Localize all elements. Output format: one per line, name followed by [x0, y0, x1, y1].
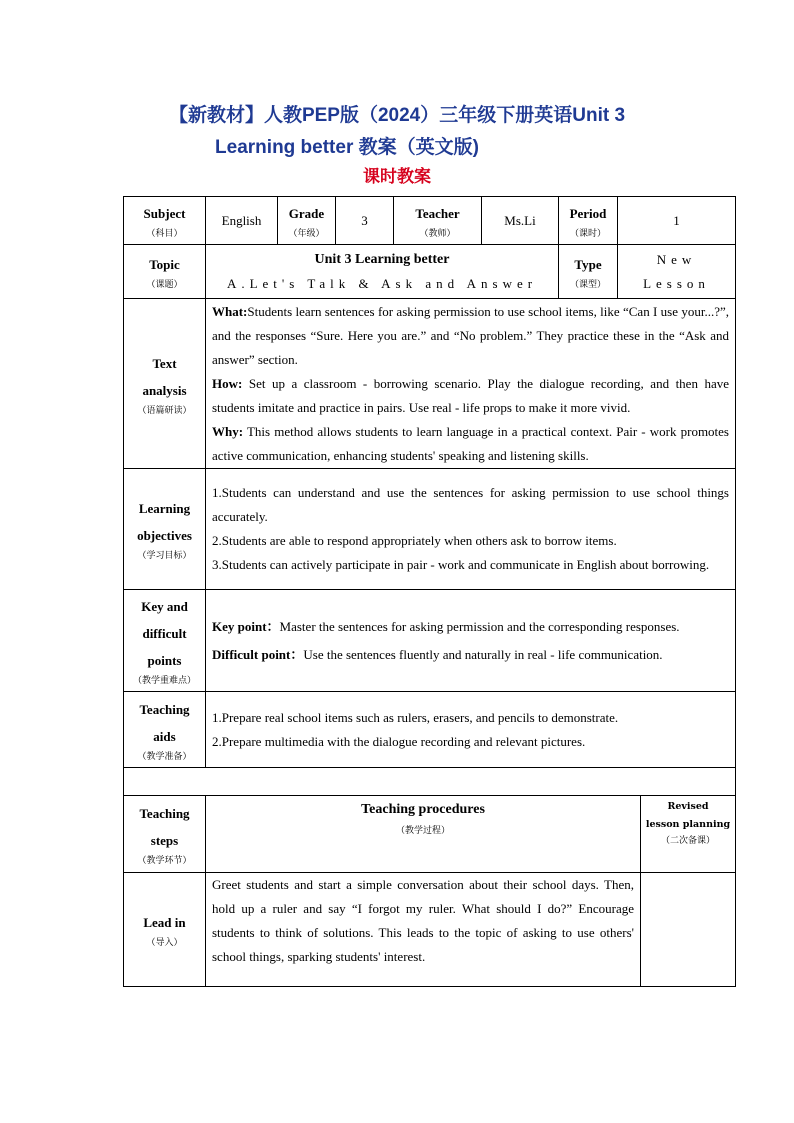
- aid-item: 1.Prepare real school items such as rulers, erasers, and pencils to demonstrate.: [212, 709, 619, 725]
- aids-label-cell: [124, 692, 206, 768]
- period-label-cell: [559, 197, 618, 245]
- objective-item: 2.Students are able to respond appropriately when others ask to borrow items.: [212, 533, 617, 548]
- topic-label: Topic: [149, 257, 180, 272]
- text-analysis-row: [124, 299, 736, 469]
- steps-label-cn: （教学环节）: [137, 856, 192, 866]
- lead-in-label: Lead in: [143, 915, 186, 930]
- lead-in-row: [124, 873, 736, 987]
- topic-label-cell: [124, 245, 206, 299]
- key-points-label-cell: [124, 590, 206, 692]
- how-text: Set up a classroom - borrowing scenario. Play the dialogue recording, and then have students imitate and practice in pairs. Use real - life props to make it more vivid.: [212, 375, 729, 415]
- key-points-label2: difficult: [142, 626, 187, 641]
- period-label: Period: [569, 206, 607, 221]
- procedures-label-cn: （教学过程）: [395, 826, 450, 836]
- why-key: Why:: [212, 423, 244, 439]
- key-point-paragraph: [212, 613, 729, 641]
- subject-label: Subject: [143, 206, 186, 221]
- type-label-cn: （课型）: [569, 280, 606, 290]
- topic-value-cell: [206, 245, 559, 299]
- revised-label1: Revised: [667, 801, 709, 812]
- revised-label-cell: [641, 796, 736, 873]
- difficult-point-paragraph: [212, 641, 729, 669]
- text-analysis-label-cell: [124, 299, 206, 469]
- teacher-label: Teacher: [415, 206, 460, 221]
- text-analysis-label1: Text: [152, 355, 177, 371]
- key-points-content: [206, 590, 736, 692]
- key-points-label-cn: （教学重难点）: [132, 676, 196, 686]
- objectives-label-cn: （学习目标）: [137, 551, 192, 561]
- grade-label-cell: [278, 197, 336, 245]
- how-key: How:: [212, 375, 243, 391]
- period-label-cn: （课时）: [569, 229, 606, 239]
- difficult-point-text: Use the sentences fluently and naturally in real - life communication.: [303, 646, 663, 662]
- type-label: Type: [574, 257, 602, 272]
- objectives-label2: objectives: [137, 528, 192, 543]
- key-point-text: Master the sentences for asking permission and the corresponding responses.: [279, 618, 680, 634]
- lead-in-label-cn: （导入）: [146, 938, 183, 948]
- what-paragraph: [212, 300, 729, 372]
- aids-content: [206, 692, 736, 768]
- type-label-cell: [559, 245, 618, 299]
- lesson-plan-table: [123, 196, 736, 987]
- grade-label-cn: （年级）: [288, 229, 325, 239]
- procedures-header-row: [124, 796, 736, 873]
- aids-label2: aids: [153, 728, 176, 744]
- info-row: [124, 197, 736, 245]
- teacher-label-cell: [394, 197, 482, 245]
- lead-in-revised-cell: [641, 873, 736, 987]
- lead-in-content: Greet students and start a simple conversation about their school days. Then, hold up a ruler and say “I forgot my ruler. What should I do?” Encourage students to think of solutions. This leads to the topic of asking to use others' school things, sparking students' interest.: [206, 873, 641, 987]
- period-value: 1: [618, 197, 736, 245]
- text-analysis-label-cn: （语篇研读）: [137, 405, 192, 416]
- grade-label: Grade: [288, 206, 325, 221]
- document-title-line2: Learning better 教案（英文版): [215, 137, 479, 158]
- empty-row: [124, 768, 736, 796]
- topic-row: [124, 245, 736, 299]
- teacher-label-cn: （教师）: [419, 229, 456, 239]
- empty-cell: [124, 768, 736, 796]
- lead-in-label-cell: [124, 873, 206, 987]
- why-text: This method allows students to learn language in a practical context. Pair - work promotes active communication, enhancing students' speaking and listening skills.: [212, 423, 729, 463]
- objectives-content: [206, 469, 736, 590]
- topic-line2: A.Let's Talk & Ask and Answer: [226, 275, 538, 291]
- type-value-line1: New: [656, 251, 697, 267]
- teacher-value: Ms.Li: [482, 197, 559, 245]
- key-points-label1: Key and: [141, 599, 188, 614]
- procedures-label: Teaching procedures: [361, 802, 485, 817]
- difficult-point-key: Difficult point：: [212, 646, 304, 662]
- objective-item: 1.Students can understand and use the sentences for asking permission to use school things accurately.: [212, 485, 729, 524]
- document-title-line1: 【新教材】人教PEP版（2024）三年级下册英语Unit 3: [168, 105, 626, 126]
- topic-line1: Unit 3 Learning better: [314, 251, 450, 267]
- grade-value: 3: [336, 197, 394, 245]
- objective-item: 3.Students can actively participate in pair - work and communicate in English about borrowing.: [212, 557, 710, 572]
- procedures-label-cell: [206, 796, 641, 873]
- subject-value: English: [206, 197, 278, 245]
- text-analysis-content: [206, 299, 736, 469]
- key-point-key: Key point：: [212, 618, 280, 634]
- aid-item: 2.Prepare multimedia with the dialogue recording and relevant pictures.: [212, 733, 586, 749]
- steps-label1: Teaching: [139, 806, 190, 821]
- type-value-cell: [618, 245, 736, 299]
- what-key: What:: [212, 303, 248, 319]
- text-analysis-label2: analysis: [142, 382, 187, 398]
- how-paragraph: [212, 372, 729, 420]
- aids-row: [124, 692, 736, 768]
- key-points-label3: points: [147, 653, 182, 668]
- aids-label1: Teaching: [139, 701, 190, 717]
- what-text: Students learn sentences for asking permission to use school items, like “Can I use your...?”, and the responses “Sure. Here you are.” and “No problem.” They practice these in the “Ask and answer” section.: [212, 303, 729, 367]
- objectives-row: [124, 469, 736, 590]
- aids-label-cn: （教学准备）: [137, 751, 192, 762]
- type-value-line2: Lesson: [643, 275, 710, 291]
- subject-label-cn: （科目）: [146, 229, 183, 239]
- revised-label2: lesson planning: [645, 819, 731, 830]
- objectives-label-cell: [124, 469, 206, 590]
- steps-label2: steps: [150, 833, 179, 848]
- revised-label-cn: （二次备课）: [660, 836, 715, 846]
- subject-label-cell: [124, 197, 206, 245]
- document-subtitle: 课时教案: [363, 167, 431, 186]
- key-points-row: [124, 590, 736, 692]
- steps-label-cell: [124, 796, 206, 873]
- objectives-label1: Learning: [138, 501, 191, 516]
- topic-label-cn: （课题）: [146, 280, 183, 290]
- why-paragraph: [212, 420, 729, 468]
